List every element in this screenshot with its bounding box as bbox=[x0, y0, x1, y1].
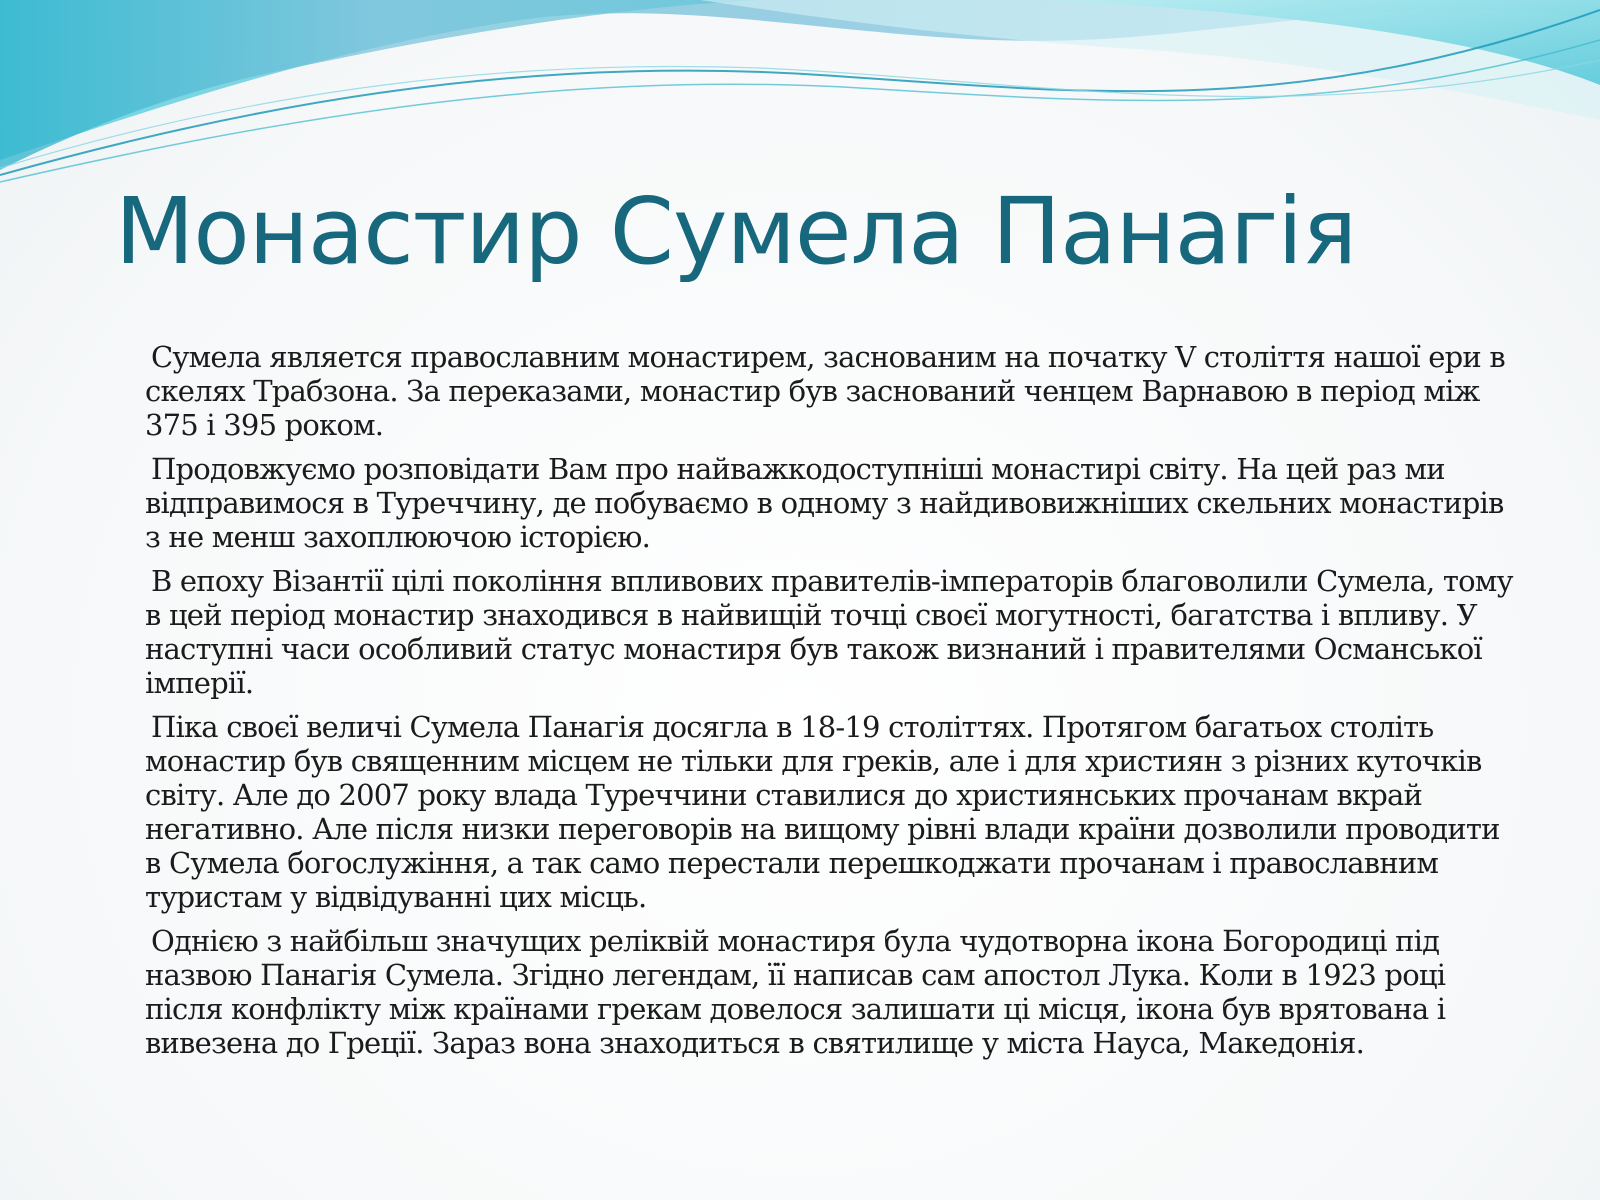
slide-title: Монастир Сумела Панагія bbox=[115, 178, 1357, 285]
paragraph-founding: Сумела является православним монастирем, заснованим на початку V століття нашої ери в скелях Трабзона. За переказами, монастир був заснований ченцем Варнавою в період між 375 і 395 роком. bbox=[145, 340, 1505, 442]
decorative-waves bbox=[0, 0, 1600, 200]
paragraph-byzantine-era: В епоху Візантії цілі покоління впливових правителів-імператорів благоволили Сумела, тому в цей період монастир знаходився в найвищій точці своєї могутності, багатства і впливу. У наступні часи особливий статус монастиря був також визнаний і правителями Османської імперії. bbox=[145, 564, 1513, 700]
slide-body bbox=[145, 340, 1515, 1070]
paragraph-peak-and-modern-times: Піка своєї величі Сумела Панагія досягла в 18-19 століттях. Протягом багатьох століть монастир був священним місцем не тільки для греків, але і для християн з різних куточків світу. Але до 2007 року влада Туреччини ставилися до християнських прочанам вкрай негативно. Але після низки переговорів на вищому рівні влади країни дозволили проводити в Сумела богослужіння, а так само перестали перешкоджати прочанам і православним туристам у відвідуванні цих місць. bbox=[145, 710, 1500, 914]
paragraph-icon-relic: Однією з найбільш значущих реліквій монастиря була чудотворна ікона Богородиці під назвою Панагія Сумела. Згідно легендам, її написав сам апостол Лука. Коли в 1923 році після конфлікту між країнами грекам довелося залишати ці місця, ікона був врятована і вивезена до Греції. Зараз вона знаходиться в святилище у міста Науса, Македонія. bbox=[145, 924, 1446, 1060]
paragraph-introduction: Продовжуємо розповідати Вам про найважкодоступніші монастирі світу. На цей раз ми відправимося в Туреччину, де побуваємо в одному з найдивовижніших скельних монастирів з не менш захоплюючою історією. bbox=[145, 452, 1504, 554]
